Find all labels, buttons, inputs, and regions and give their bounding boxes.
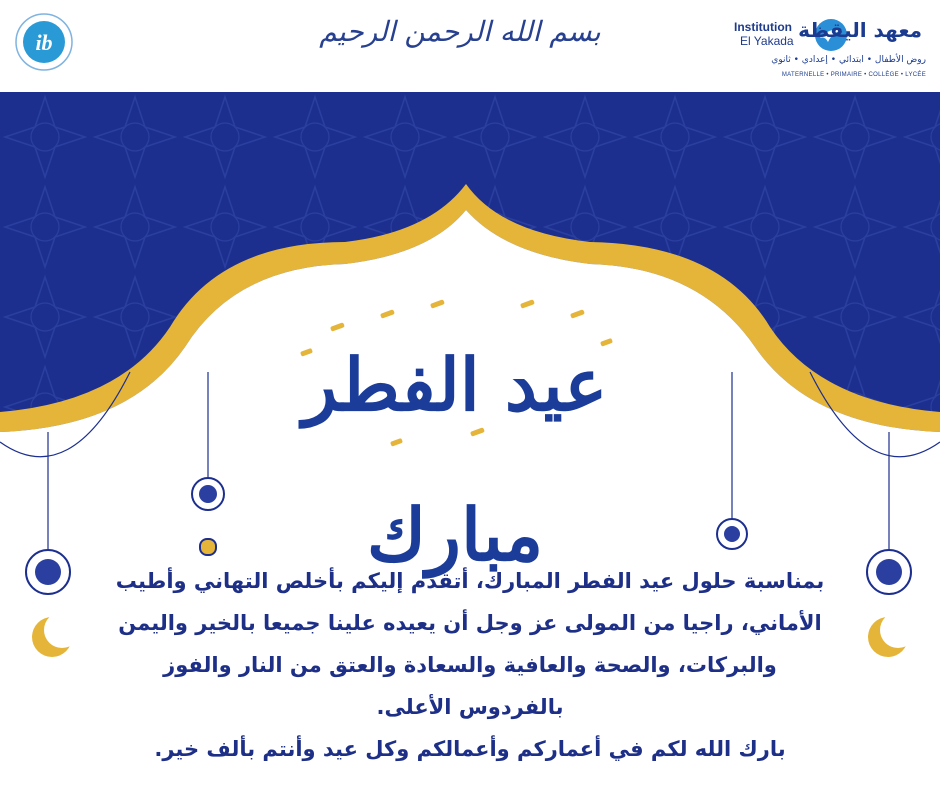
- eid-mubarak-calligraphy: عيد الفطر مبارك: [302, 342, 608, 577]
- message-line: والبركات، والصحة والعافية والسعادة والعتق من النار والفوز: [163, 653, 777, 677]
- header: [0, 0, 940, 92]
- message-line: بالفردوس الأعلى.: [376, 695, 564, 719]
- school-levels-fr: MATERNELLE • PRIMAIRE • COLLÈGE • LYCÉE: [781, 72, 926, 78]
- greeting-message: [90, 560, 850, 770]
- ornament-right-2: [867, 550, 911, 594]
- school-name-fr-line2: El Yakada: [740, 34, 794, 48]
- bismillah-calligraphy: بسم الله الرحمن الرحيم: [319, 15, 601, 48]
- svg-text:ib: ib: [35, 30, 53, 55]
- message-line: بمناسبة حلول عيد الفطر المبارك، أتقدم إليكم بأخلص التهاني وأطيب: [115, 569, 825, 593]
- school-levels-ar: روض الأطفال • ابتدائي • إعدادي • ثانوي: [771, 55, 926, 65]
- ib-world-school-logo-icon: [14, 12, 74, 72]
- lantern-left: [200, 539, 216, 555]
- ornament-left-1: [192, 478, 224, 510]
- message-line: الأماني، راجيا من المولى عز وجل أن يعيده علينا جميعا بالخير واليمن: [118, 611, 822, 635]
- ornament-right-1: [717, 519, 747, 549]
- school-name-ar: معهد اليقظة: [798, 18, 922, 42]
- ornament-left-2: [26, 550, 70, 594]
- message-line: بارك الله لكم في أعماركم وأعمالكم وكل عيد وأنتم بألف خير.: [154, 737, 786, 761]
- school-name-fr-line1: Institution: [734, 20, 792, 34]
- school-logo: [726, 10, 926, 90]
